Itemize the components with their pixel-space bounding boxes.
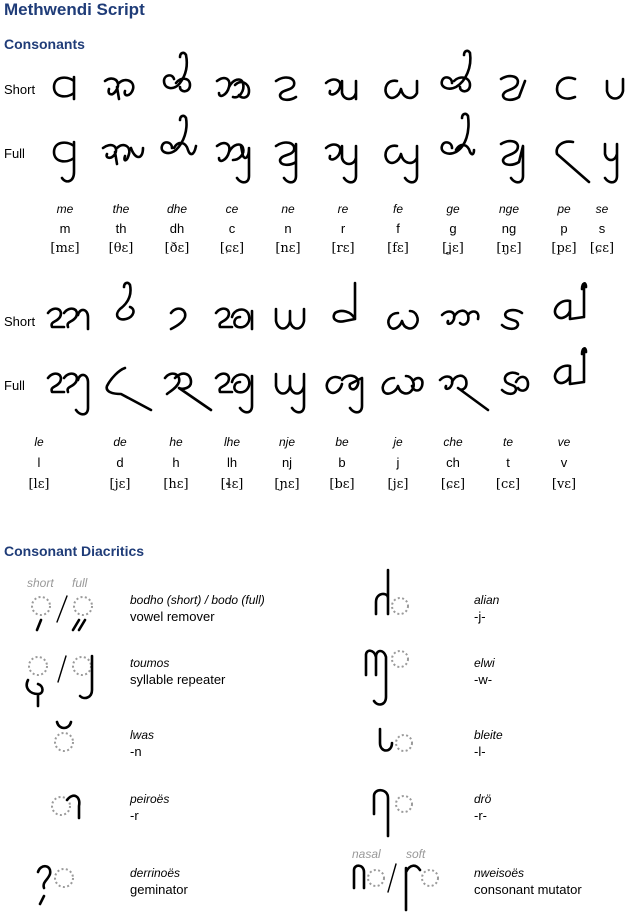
glyph-full-ve	[542, 340, 594, 410]
diacritic-name: elwi	[474, 656, 495, 670]
consonant-ipa: [vɛ]	[551, 477, 577, 492]
consonant-latin: t	[506, 455, 510, 470]
consonant-name: ce	[225, 202, 239, 216]
consonant-name: se	[595, 202, 609, 216]
consonant-name: nje	[278, 435, 295, 449]
glyph-alian	[368, 568, 418, 620]
glyph-short-nje	[264, 285, 316, 355]
glyph-full-nje	[264, 350, 316, 420]
diacritic-desc: -w-	[474, 672, 493, 687]
consonant-latin: lh	[226, 455, 238, 470]
consonant-latin: v	[560, 455, 568, 470]
consonant-ipa: [θɛ]	[108, 241, 134, 256]
diacritic-desc: geminator	[130, 882, 188, 897]
consonant-name: je	[393, 435, 403, 449]
consonant-latin: th	[115, 221, 127, 236]
consonant-name: pe	[557, 202, 571, 216]
row-label-short: Short	[4, 82, 36, 97]
glyph-full-ne	[262, 120, 314, 190]
glyph-full-se	[583, 120, 630, 190]
consonant-latin: m	[59, 221, 71, 236]
consonant-latin: j	[396, 455, 400, 470]
consonant-ipa: [mɛ]	[50, 241, 80, 256]
glyph-full-he	[155, 350, 207, 420]
glyph-full-te	[488, 350, 540, 420]
glyph-full-ge	[430, 110, 482, 180]
diacritic-name: derrinoës	[130, 866, 181, 880]
diacritic-name: peiroës	[130, 792, 170, 806]
consonant-ipa: [pɛ]	[551, 241, 577, 256]
consonant-name: le	[34, 435, 44, 449]
consonant-name: ve	[557, 435, 571, 449]
diacritic-desc: -l-	[474, 744, 486, 759]
glyph-elwi	[360, 645, 420, 709]
diacritic-name: bodho (short) / bodo (full)	[130, 593, 265, 607]
diacritic-desc: -r	[130, 808, 139, 823]
consonant-name: lhe	[223, 435, 240, 449]
consonant-ipa: [jɛ]	[387, 477, 409, 492]
glyph-short-fe	[375, 55, 427, 125]
glyph-full-lhe	[208, 350, 260, 420]
diacritic-name: bleite	[474, 728, 503, 742]
glyph-short-he	[155, 285, 207, 355]
consonant-name: be	[335, 435, 349, 449]
glyph-short-te	[488, 285, 540, 355]
glyph-full-nge	[487, 120, 539, 190]
consonant-name: re	[337, 202, 349, 216]
glyph-short-me	[40, 55, 92, 125]
consonant-latin: dh	[169, 221, 185, 236]
consonant-latin: p	[560, 221, 568, 236]
consonant-latin: ng	[501, 221, 517, 236]
glyph-toumos	[20, 650, 110, 710]
diacritic-name: nweisoës	[474, 866, 525, 880]
consonant-ipa: [cɛ]	[495, 477, 521, 492]
consonant-ipa: [ðɛ]	[164, 241, 190, 256]
glyph-short-dhe	[150, 45, 202, 115]
glyph-full-the	[95, 120, 147, 190]
consonant-ipa: [ɕɛ]	[440, 477, 466, 492]
consonant-ipa: [lɛ]	[28, 477, 50, 492]
glyph-short-ve	[542, 275, 594, 345]
glyph-short-le	[42, 285, 94, 355]
diacritic-name: alian	[474, 593, 500, 607]
diacritic-desc: syllable repeater	[130, 672, 226, 687]
glyph-lwas	[45, 718, 85, 758]
consonant-latin: ch	[446, 455, 460, 470]
consonant-name: de	[113, 435, 127, 449]
glyph-full-dhe	[150, 110, 202, 180]
consonant-name: te	[502, 435, 513, 449]
diacritic-desc: -j-	[474, 609, 486, 624]
glyph-peiroes	[45, 788, 95, 828]
consonant-name: me	[56, 202, 74, 216]
diacritic-name: toumos	[130, 656, 170, 670]
glyph-short-the	[95, 55, 147, 125]
consonant-name: fe	[392, 202, 403, 216]
glyph-bleite	[372, 725, 422, 761]
glyph-derrinoes	[30, 862, 90, 908]
glyph-full-je	[374, 350, 426, 420]
consonant-ipa: [ɲɛ]	[274, 477, 300, 492]
glyph-short-lhe	[208, 285, 260, 355]
glyph-full-ce	[205, 120, 257, 190]
glyph-short-che	[432, 285, 484, 355]
glyph-short-ne	[262, 55, 314, 125]
consonant-ipa: [jɛ]	[109, 477, 131, 492]
section-heading-diacritics: Consonant Diacritics	[4, 543, 145, 559]
consonant-name: the	[112, 202, 130, 216]
glyph-short-pe	[543, 55, 595, 125]
glyph-full-be	[318, 350, 370, 420]
glyph-full-re	[318, 120, 370, 190]
consonant-ipa: [ɕɛ]	[219, 241, 245, 256]
consonant-latin: r	[340, 221, 346, 236]
consonant-latin: b	[338, 455, 346, 470]
consonant-name: he	[169, 435, 183, 449]
glyph-short-se	[593, 55, 630, 125]
caption-short: short	[27, 576, 54, 590]
page-title: Methwendi Script	[4, 0, 145, 19]
consonant-ipa: [ɬɛ]	[220, 477, 244, 492]
consonant-latin: nj	[281, 455, 293, 470]
glyph-nweisoes	[350, 860, 450, 916]
glyph-short-nge	[487, 55, 539, 125]
consonant-ipa: [ŋɛ]	[496, 241, 522, 256]
consonant-ipa: [ɕɛ]	[589, 241, 615, 256]
consonant-ipa: [ʝɛ]	[442, 241, 464, 256]
consonant-ipa: [bɛ]	[329, 477, 355, 492]
consonant-name: ne	[281, 202, 295, 216]
glyph-full-che	[432, 350, 484, 420]
glyph-full-de	[95, 350, 147, 420]
consonant-latin: g	[449, 221, 457, 236]
glyph-short-ge	[430, 45, 482, 115]
consonant-ipa: [rɛ]	[331, 241, 355, 256]
glyph-full-fe	[375, 120, 427, 190]
consonant-name: dhe	[166, 202, 188, 216]
glyph-short-ce	[205, 55, 257, 125]
row-label-short: Short	[4, 314, 36, 329]
glyph-dro	[368, 784, 418, 844]
consonant-latin: d	[116, 455, 124, 470]
diacritic-desc: consonant mutator	[474, 882, 582, 897]
glyph-short-de	[100, 275, 152, 345]
glyph-full-me	[40, 120, 92, 190]
diacritic-desc: vowel remover	[130, 609, 215, 624]
consonant-name: nge	[498, 202, 520, 216]
glyph-bodho-bodo	[25, 590, 105, 636]
consonant-latin: f	[396, 221, 400, 236]
consonant-latin: l	[37, 455, 41, 470]
row-label-full: Full	[4, 146, 25, 161]
caption-nasal: nasal	[352, 847, 381, 861]
consonant-latin: n	[284, 221, 292, 236]
consonant-ipa: [hɛ]	[163, 477, 189, 492]
row-label-full: Full	[4, 378, 25, 393]
section-heading-consonants: Consonants	[4, 36, 85, 52]
caption-soft: soft	[406, 847, 426, 861]
consonant-latin: s	[598, 221, 606, 236]
glyph-full-le	[42, 350, 94, 420]
diacritic-desc: -n	[130, 744, 142, 759]
consonant-latin: h	[172, 455, 180, 470]
caption-full: full	[72, 576, 88, 590]
diacritic-name: lwas	[130, 728, 155, 742]
glyph-short-je	[378, 285, 430, 355]
consonant-name: che	[443, 435, 463, 449]
consonant-ipa: [nɛ]	[275, 241, 301, 256]
glyph-short-be	[321, 275, 373, 345]
diacritic-desc: -r-	[474, 808, 487, 823]
consonant-latin: c	[228, 221, 236, 236]
consonant-name: ge	[446, 202, 460, 216]
glyph-short-re	[318, 55, 370, 125]
diacritic-name: drö	[474, 792, 492, 806]
consonant-ipa: [fɛ]	[387, 241, 409, 256]
